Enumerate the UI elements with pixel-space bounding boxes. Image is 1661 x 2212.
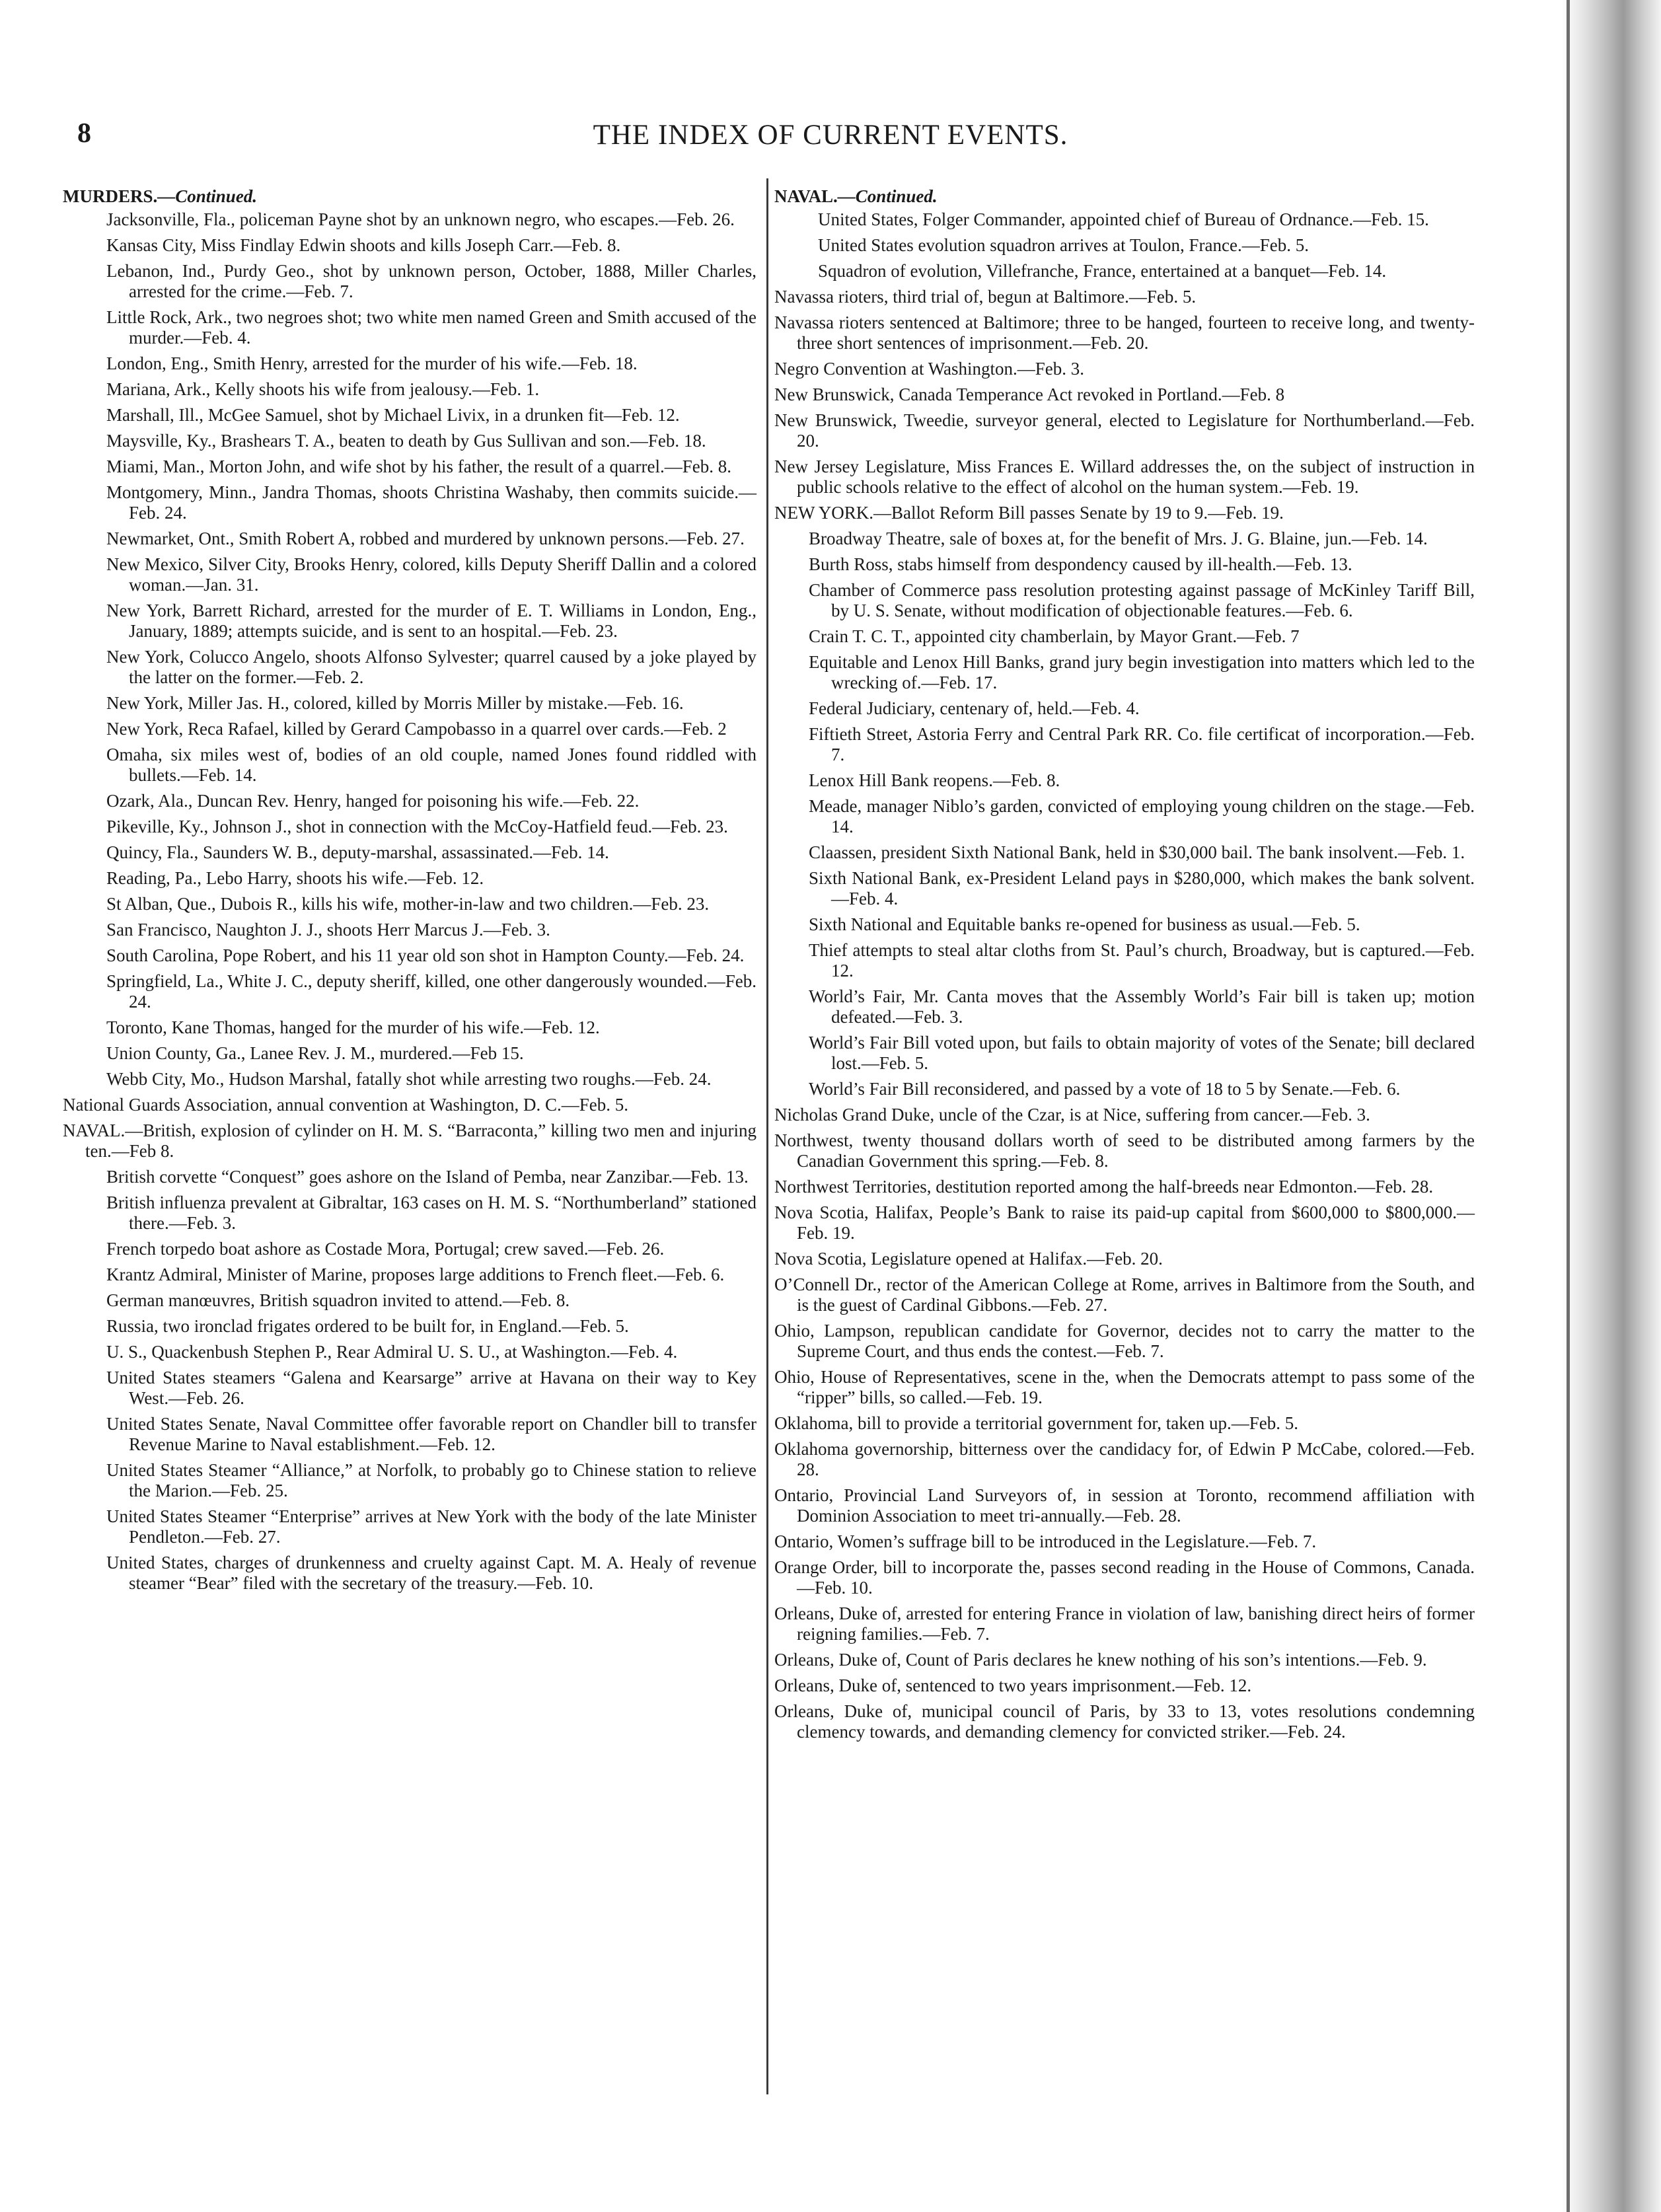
page-number: 8 [77, 118, 91, 149]
index-entry: O’Connell Dr., rector of the American College at Rome, arrives in Baltimore from the South, and is the guest of Cardinal Gibbons.—Feb. 27. [774, 1274, 1475, 1315]
index-entry: Ohio, Lampson, republican candidate for Governor, decides not to carry the matter to the Supreme Court, and thus ends the contest.—Feb. 7. [774, 1321, 1475, 1361]
index-subentry: Kansas City, Miss Findlay Edwin shoots and kills Joseph Carr.—Feb. 8. [106, 235, 621, 255]
index-subentry: Quincy, Fla., Saunders W. B., deputy-marshal, assassinated.—Feb. 14. [106, 842, 609, 862]
index-subentry: Lebanon, Ind., Purdy Geo., shot by unknown person, October, 1888, Miller Charles, arrested for the crime.—Feb. 7. [106, 261, 757, 301]
column-divider [766, 178, 768, 2094]
index-entry: Orleans, Duke of, Count of Paris declares he knew nothing of his son’s intentions.—Feb. 9. [774, 1650, 1427, 1670]
right-column [774, 185, 1475, 1748]
index-subentry: Crain T. C. T., appointed city chamberlain, by Mayor Grant.—Feb. 7 [809, 626, 1300, 646]
index-entry: Negro Convention at Washington.—Feb. 3. [774, 359, 1085, 379]
index-subentry: United States Senate, Naval Committee offer favorable report on Chandler bill to transfer Revenue Marine to Naval establishment.—Feb. 12. [106, 1414, 757, 1454]
index-entry: Northwest Territories, destitution reported among the half-breeds near Edmonton.—Feb. 28. [774, 1177, 1434, 1197]
index-subentry: Federal Judiciary, centenary of, held.—Feb. 4. [809, 698, 1140, 718]
index-subentry: United States Steamer “Enterprise” arrives at New York with the body of the late Minister Pendleton.—Feb. 27. [106, 1506, 757, 1547]
index-subentry: South Carolina, Pope Robert, and his 11 year old son shot in Hampton County.—Feb. 24. [106, 945, 745, 965]
index-subentry: Montgomery, Minn., Jandra Thomas, shoots Christina Washaby, then commits suicide.—Feb. 24. [106, 482, 757, 523]
index-subentry: Springfield, La., White J. C., deputy sheriff, killed, one other dangerously wounded.—Feb. 24. [106, 971, 757, 1012]
index-subentry: Mariana, Ark., Kelly shoots his wife from jealousy.—Feb. 1. [106, 379, 540, 399]
index-subentry: Union County, Ga., Lanee Rev. J. M., murdered.—Feb 15. [106, 1043, 524, 1063]
index-entry: Orange Order, bill to incorporate the, passes second reading in the House of Commons, Canada.—Feb. 10. [774, 1557, 1475, 1598]
index-subentry: Miami, Man., Morton John, and wife shot by his father, the result of a quarrel.—Feb. 8. [106, 457, 731, 476]
index-entry: Northwest, twenty thousand dollars worth of seed to be distributed among farmers by the Canadian Government this spring.—Feb. 8. [774, 1130, 1475, 1171]
index-subentry: Sixth National Bank, ex-President Leland pays in $280,000, which makes the bank solvent.—Feb. 4. [809, 868, 1475, 908]
index-subentry: New York, Barrett Richard, arrested for the murder of E. T. Williams in London, Eng., January, 1889; attempts suicide, and is sent to an hospital.—Feb. 23. [106, 601, 757, 641]
index-subentry: Burth Ross, stabs himself from despondency caused by ill-health.—Feb. 13. [809, 554, 1352, 574]
index-subentry: German manœuvres, British squadron invited to attend.—Feb. 8. [106, 1290, 570, 1310]
index-subentry: Meade, manager Niblo’s garden, convicted of employing young children on the stage.—Feb. 14. [809, 796, 1475, 836]
index-entry: Ontario, Provincial Land Surveyors of, in session at Toronto, recommend affiliation with Dominion Association to meet tri-annually.—Feb. 28. [774, 1485, 1475, 1526]
index-entry: Orleans, Duke of, sentenced to two years imprisonment.—Feb. 12. [774, 1676, 1252, 1695]
index-subentry: Marshall, Ill., McGee Samuel, shot by Michael Livix, in a drunken fit—Feb. 12. [106, 405, 680, 425]
left-column [63, 185, 757, 1599]
index-subentry: World’s Fair Bill voted upon, but fails to obtain majority of votes of the Senate; bill declared lost.—Feb. 5. [809, 1033, 1475, 1073]
index-subentry: Equitable and Lenox Hill Banks, grand jury begin investigation into matters which led to the wrecking of.—Feb. 17. [809, 652, 1475, 692]
index-entry: Nova Scotia, Halifax, People’s Bank to raise its paid-up capital from $600,000 to $800,000.—Feb. 19. [774, 1202, 1475, 1243]
index-subentry: Jacksonville, Fla., policeman Payne shot by an unknown negro, who escapes.—Feb. 26. [106, 209, 735, 229]
section-heading [63, 185, 757, 207]
index-subentry: Pikeville, Ky., Johnson J., shot in connection with the McCoy-Hatfield feud.—Feb. 23. [106, 817, 728, 836]
index-entry: National Guards Association, annual convention at Washington, D. C.—Feb. 5. [63, 1095, 628, 1115]
index-subentry: New York, Miller Jas. H., colored, killed by Morris Miller by mistake.—Feb. 16. [106, 693, 684, 713]
index-subentry: San Francisco, Naughton J. J., shoots Herr Marcus J.—Feb. 3. [106, 920, 550, 940]
index-subentry: Sixth National and Equitable banks re-opened for business as usual.—Feb. 5. [809, 914, 1360, 934]
index-entry: Navassa rioters, third trial of, begun at Baltimore.—Feb. 5. [774, 287, 1197, 307]
index-entry: New Brunswick, Canada Temperance Act revoked in Portland.—Feb. 8 [774, 385, 1285, 404]
index-entry: NEW YORK.—Ballot Reform Bill passes Senate by 19 to 9.—Feb. 19. [774, 503, 1284, 523]
index-subentry: World’s Fair Bill reconsidered, and passed by a vote of 18 to 5 by Senate.—Feb. 6. [809, 1079, 1401, 1099]
index-subentry: Claassen, president Sixth National Bank, held in $30,000 bail. The bank insolvent.—Feb. 1. [809, 842, 1465, 862]
section-heading-title: NAVAL. [774, 186, 838, 206]
page-edge-shadow [1562, 0, 1661, 2212]
index-subentry: United States, Folger Commander, appointed chief of Bureau of Ordnance.—Feb. 15. [818, 209, 1429, 229]
page-edge-line [1567, 0, 1570, 2212]
index-entry: Ontario, Women’s suffrage bill to be introduced in the Legislature.—Feb. 7. [774, 1531, 1317, 1551]
index-subentry: Omaha, six miles west of, bodies of an old couple, named Jones found riddled with bullets.—Feb. 14. [106, 745, 757, 785]
index-subentry: New York, Colucco Angelo, shoots Alfonso Sylvester; quarrel caused by a joke played by the latter on the former.—Feb. 2. [106, 647, 757, 687]
section-heading [774, 185, 1475, 207]
index-subentry: Ozark, Ala., Duncan Rev. Henry, hanged for poisoning his wife.—Feb. 22. [106, 791, 640, 811]
index-subentry: Krantz Admiral, Minister of Marine, proposes large additions to French fleet.—Feb. 6. [106, 1265, 725, 1284]
index-subentry: Newmarket, Ont., Smith Robert A, robbed and murdered by unknown persons.—Feb. 27. [106, 529, 745, 548]
index-subentry: Russia, two ironclad frigates ordered to be built for, in England.—Feb. 5. [106, 1316, 629, 1336]
index-subentry: British influenza prevalent at Gibraltar, 163 cases on H. M. S. “Northumberland” stationed there.—Feb. 3. [106, 1193, 757, 1233]
section-heading-title: MURDERS. [63, 186, 158, 206]
index-subentry: New Mexico, Silver City, Brooks Henry, colored, kills Deputy Sheriff Dallin and a colored woman.—Jan. 31. [106, 554, 757, 595]
index-subentry: Toronto, Kane Thomas, hanged for the murder of his wife.—Feb. 12. [106, 1017, 600, 1037]
index-subentry: Broadway Theatre, sale of boxes at, for the benefit of Mrs. J. G. Blaine, jun.—Feb. 14. [809, 529, 1428, 548]
index-entry: New Brunswick, Tweedie, surveyor general, elected to Legislature for Northumberland.—Feb. 20. [774, 410, 1475, 451]
index-subentry: U. S., Quackenbush Stephen P., Rear Admiral U. S. U., at Washington.—Feb. 4. [106, 1342, 678, 1362]
index-subentry: Little Rock, Ark., two negroes shot; two white men named Green and Smith accused of the murder.—Feb. 4. [106, 307, 757, 348]
index-subentry: British corvette “Conquest” goes ashore on the Island of Pemba, near Zanzibar.—Feb. 13. [106, 1167, 749, 1187]
index-subentry: Webb City, Mo., Hudson Marshal, fatally shot while arresting two roughs.—Feb. 24. [106, 1069, 712, 1089]
index-subentry: Fiftieth Street, Astoria Ferry and Central Park RR. Co. file certificat of incorporation.—Feb. 7. [809, 724, 1475, 764]
index-subentry: Maysville, Ky., Brashears T. A., beaten to death by Gus Sullivan and son.—Feb. 18. [106, 431, 706, 451]
index-entry: Oklahoma governorship, bitterness over the candidacy for, of Edwin P McCabe, colored.—Feb. 28. [774, 1439, 1475, 1479]
index-entry: NAVAL.—British, explosion of cylinder on H. M. S. “Barraconta,” killing two men and injuring ten.—Feb 8. [63, 1121, 757, 1161]
index-subentry: Chamber of Commerce pass resolution protesting against passage of McKinley Tariff Bill, by U. S. Senate, without modification of objectionable features.—Feb. 6. [809, 580, 1475, 620]
index-entry: Navassa rioters sentenced at Baltimore; three to be hanged, fourteen to receive long, and twenty-three short sentences of imprisonment.—Feb. 20. [774, 313, 1475, 353]
index-entry: Ohio, House of Representatives, scene in the, when the Democrats attempt to pass some of the “ripper” bills, so called.—Feb. 19. [774, 1367, 1475, 1407]
index-subentry: Thief attempts to steal altar cloths from St. Paul’s church, Broadway, but is captured.—Feb. 12. [809, 940, 1475, 980]
index-subentry: United States Steamer “Alliance,” at Norfolk, to probably go to Chinese station to relieve the Marion.—Feb. 25. [106, 1460, 757, 1500]
index-subentry: Reading, Pa., Lebo Harry, shoots his wife.—Feb. 12. [106, 868, 484, 888]
index-entry: Oklahoma, bill to provide a territorial government for, taken up.—Feb. 5. [774, 1413, 1298, 1433]
continued-label: —Continued. [157, 186, 258, 206]
index-subentry: United States evolution squadron arrives at Toulon, France.—Feb. 5. [818, 235, 1309, 255]
index-subentry: United States, charges of drunkenness and cruelty against Capt. M. A. Healy of revenue steamer “Bear” filed with the secretary of the treasury.—Feb. 10. [106, 1553, 757, 1593]
index-subentry: St Alban, Que., Dubois R., kills his wife, mother-in-law and two children.—Feb. 23. [106, 894, 710, 914]
index-subentry: Squadron of evolution, Villefranche, France, entertained at a banquet—Feb. 14. [818, 261, 1387, 281]
index-entry: Orleans, Duke of, arrested for entering France in violation of law, banishing direct heirs of former reigning families.—Feb. 7. [774, 1604, 1475, 1644]
index-entry: Orleans, Duke of, municipal council of Paris, by 33 to 13, votes resolutions condemning clemency towards, and demanding clemency for convicted striker.—Feb. 24. [774, 1701, 1475, 1742]
index-subentry: World’s Fair, Mr. Canta moves that the Assembly World’s Fair bill is taken up; motion defeated.—Feb. 3. [809, 986, 1475, 1027]
running-head: THE INDEX OF CURRENT EVENTS. [593, 120, 1068, 151]
continued-label: —Continued. [837, 186, 938, 206]
index-subentry: London, Eng., Smith Henry, arrested for the murder of his wife.—Feb. 18. [106, 353, 638, 373]
index-entry: Nova Scotia, Legislature opened at Halifax.—Feb. 20. [774, 1249, 1163, 1269]
index-subentry: New York, Reca Rafael, killed by Gerard Campobasso in a quarrel over cards.—Feb. 2 [106, 719, 727, 739]
index-subentry: French torpedo boat ashore as Costade Mora, Portugal; crew saved.—Feb. 26. [106, 1239, 665, 1259]
index-subentry: Lenox Hill Bank reopens.—Feb. 8. [809, 770, 1060, 790]
index-entry: New Jersey Legislature, Miss Frances E. Willard addresses the, on the subject of instruction in public schools relative to the effect of alcohol on the human system.—Feb. 19. [774, 457, 1475, 497]
index-entry: Nicholas Grand Duke, uncle of the Czar, is at Nice, suffering from cancer.—Feb. 3. [774, 1105, 1370, 1124]
index-subentry: United States steamers “Galena and Kearsarge” arrive at Havana on their way to Key West.—Feb. 26. [106, 1368, 757, 1408]
